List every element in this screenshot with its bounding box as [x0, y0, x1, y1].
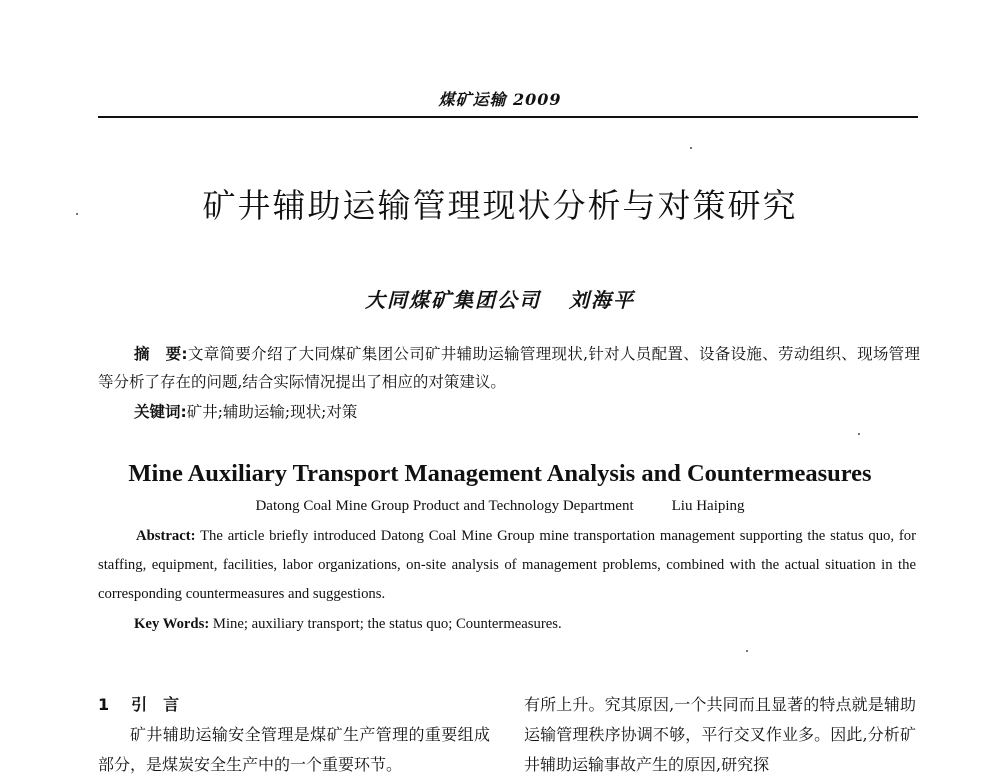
body-column-left: [98, 690, 490, 780]
scan-speck: [690, 147, 692, 149]
body-paragraph: 矿井辅助运输安全管理是煤矿生产管理的重要组成部分，是煤炭安全生产中的一个重要环节。: [98, 725, 490, 774]
affiliation-english: Datong Coal Mine Group Product and Technology Department: [255, 498, 634, 514]
scan-speck: [858, 433, 860, 435]
keywords-label-chinese: 关键词:: [134, 403, 187, 421]
title-english: Mine Auxiliary Transport Management Analysis and Countermeasures: [128, 460, 872, 487]
keywords-chinese: [98, 398, 920, 426]
keywords-text-english: Mine; auxiliary transport; the status quo; Countermeasures.: [212, 616, 562, 632]
abstract-label-english: Abstract:: [136, 528, 196, 544]
abstract-english: [98, 522, 916, 609]
scan-speck: [76, 213, 78, 215]
affiliation-chinese: 大同煤矿集团公司: [365, 288, 541, 312]
author-name-chinese: 刘海平: [569, 288, 635, 312]
abstract-chinese: [98, 340, 920, 396]
keywords-label-english: Key Words:: [134, 616, 210, 632]
header-rule: [98, 116, 918, 118]
journal-header: 煤矿运输 2009: [438, 90, 562, 109]
abstract-text-english: The article briefly introduced Datong Coal Mine Group mine transportation management supporting the status quo, for staffing, equipment, facilities, labor organizations, on-site analysis of management problems, combined with the actual situation in the corresponding countermeasures and suggestions.: [98, 528, 916, 602]
keywords-text-chinese: 矿井;辅助运输;现状;对策: [186, 403, 358, 421]
authors-english: [0, 498, 1000, 515]
authors-chinese: [0, 284, 1000, 313]
section-title: 引 言: [131, 695, 180, 714]
keywords-english: [98, 610, 916, 639]
author-name-english: Liu Haiping: [671, 498, 745, 514]
body-column-right: [524, 690, 916, 780]
body-paragraph: 有所上升。究其原因,一个共同而且显著的特点就是辅助运输管理秩序协调不够，平行交叉作业多。因此,分析矿井辅助运输事故产生的原因,研究探: [524, 695, 916, 774]
scan-speck: [746, 650, 748, 652]
section-heading: [98, 690, 490, 720]
abstract-text-chinese: 文章简要介绍了大同煤矿集团公司矿井辅助运输管理现状,针对人员配置、设备设施、劳动组织、现场管理等分析了存在的问题,结合实际情况提出了相应的对策建议。: [98, 345, 920, 391]
title-chinese: 矿井辅助运输管理现状分析与对策研究: [202, 186, 798, 225]
abstract-label-chinese: 摘 要:: [134, 345, 188, 363]
section-number: 1: [98, 695, 110, 714]
